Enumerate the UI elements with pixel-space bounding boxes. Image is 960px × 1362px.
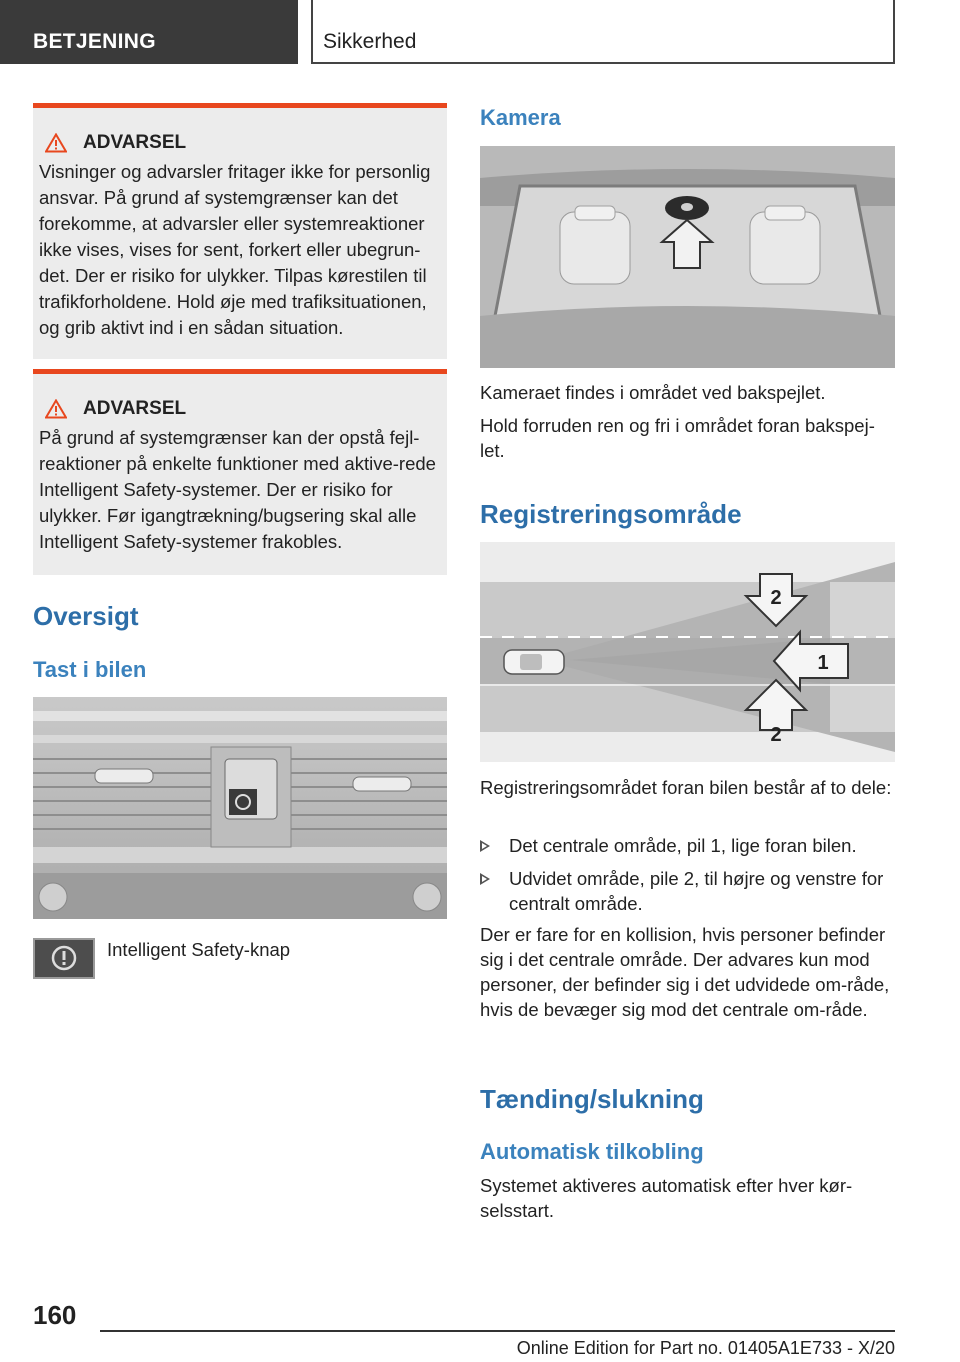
heading-kamera: Kamera — [480, 105, 561, 130]
arrow-label-2-top: 2 — [770, 587, 782, 609]
footer-edition: Online Edition for Part no. 01405A1E733 - X/20 — [516, 1338, 895, 1358]
warning-title — [45, 398, 437, 420]
warning-body: På grund af systemgrænser kan der opstå fejl-reaktioner på enkelte funktioner med aktive-rede Intelligent Safety-systemer. Der er risiko for ulykker. Før igangtrækning/bugsering skal alle Intelligent Safety-systemer frakobles. — [39, 427, 436, 552]
heading-tast-i-bilen: Tast i bilen — [33, 657, 147, 682]
bullet-item-1 — [480, 833, 895, 858]
bullet-item-2 — [480, 866, 895, 916]
warning-triangle-icon — [45, 133, 67, 153]
safety-button-icon — [33, 938, 95, 979]
warning-box-2 — [33, 369, 447, 575]
warning-title — [45, 132, 437, 154]
windshield-camera-photo — [480, 146, 895, 368]
bullet-triangle-icon — [480, 840, 490, 852]
page-number: 160 — [33, 1300, 77, 1330]
button-caption: Intelligent Safety-knap — [107, 939, 291, 960]
warning-body: Visninger og advarsler fritager ikke for personlig ansvar. På grund af systemgrænser kan det forekomme, at advarsler eller systemreaktioner ikke vises, vises for sent, forkert eller ubegrun-det. Der er risiko for ulykker. Tilpas kørestilen til trafikforholdene. Hold øje med trafiksituationen, og grib aktivt ind i en sådan situation. — [39, 161, 431, 338]
warning-box-1 — [33, 103, 447, 359]
arrow-label-1: 1 — [817, 652, 829, 674]
warning-title-text: ADVARSEL — [83, 398, 187, 419]
kamera-text-2: Hold forruden ren og fri i området foran bakspej-let. — [480, 415, 875, 461]
bullet-text: Det centrale område, pil 1, lige foran bilen. — [509, 835, 857, 856]
heading-taending-slukning: Tænding/slukning — [480, 1084, 704, 1114]
heading-oversigt: Oversigt — [33, 601, 139, 631]
subsection-tab: Sikkerhed — [311, 0, 895, 64]
detection-zone-diagram — [480, 542, 895, 762]
heading-registreringsomrade: Registreringsområde — [480, 499, 742, 529]
heading-automatisk-tilkobling: Automatisk tilkobling — [480, 1139, 704, 1164]
section-tab: BETJENING — [0, 0, 298, 64]
arrow-label-2-bottom: 2 — [770, 724, 782, 746]
auto-text: Systemet aktiveres automatisk efter hver kør-selsstart. — [480, 1175, 853, 1221]
reg-text-2: Der er fare for en kollision, hvis personer befinder sig i det centrale område. Der advares kun mod personer, der befinder sig i det udvidede om-råde, hvis de bevæger sig mod det centrale om-råde. — [480, 924, 890, 1020]
bullet-triangle-icon — [480, 873, 490, 885]
kamera-text-1: Kameraet findes i området ved bakspejlet. — [480, 382, 826, 403]
warning-title-text: ADVARSEL — [83, 132, 187, 153]
warning-triangle-icon — [45, 399, 67, 419]
reg-text-1: Registreringsområdet foran bilen består af to dele: — [480, 777, 892, 798]
dashboard-photo — [33, 697, 447, 919]
bullet-text: Udvidet område, pile 2, til højre og venstre for centralt område. — [509, 868, 884, 914]
footer-divider — [100, 1330, 895, 1332]
